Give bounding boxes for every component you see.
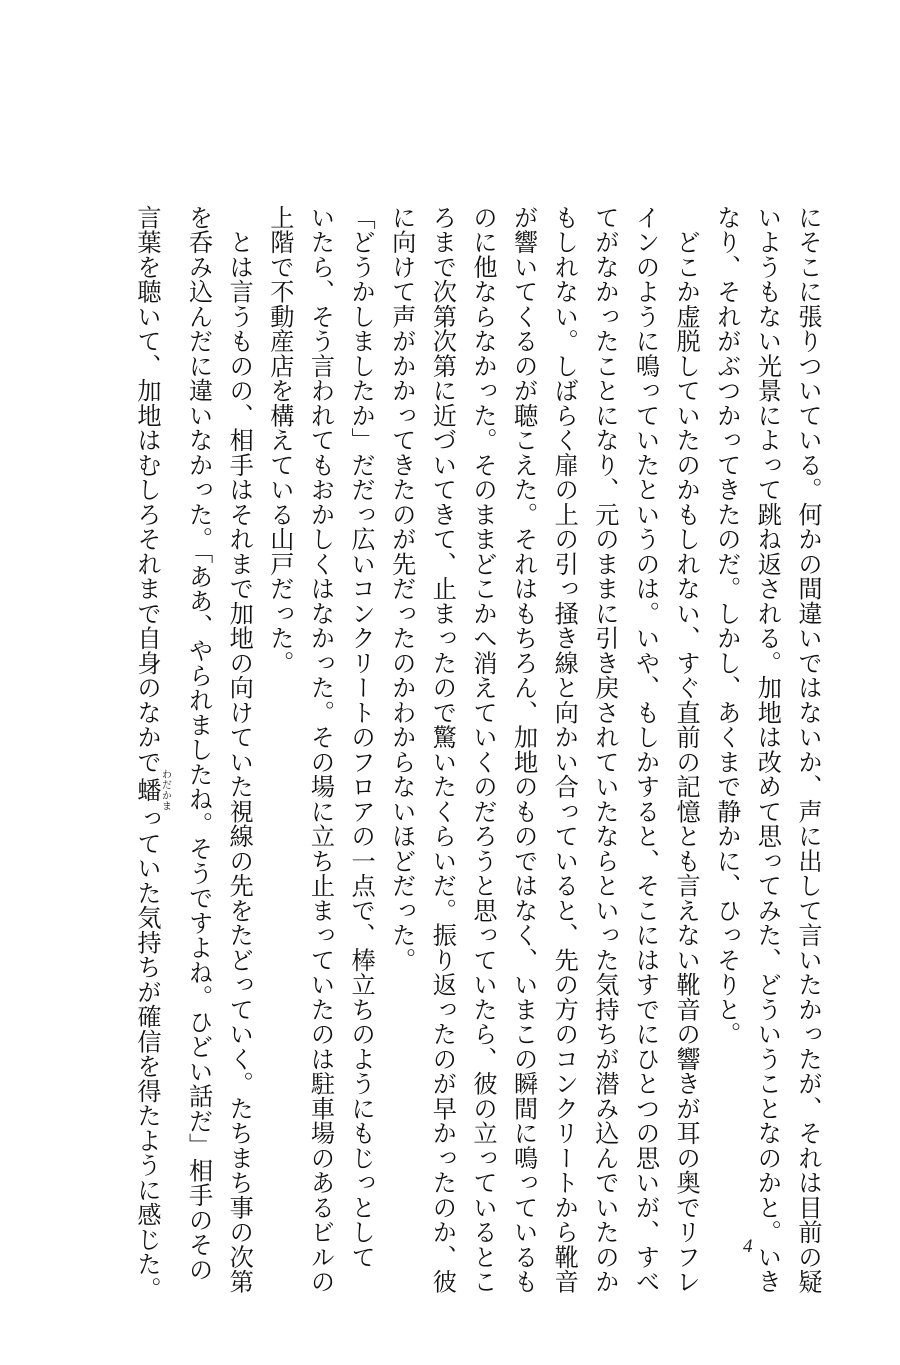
text-line-3: なり、それがぶつかってきたのだ。しかし、あくまで静かに、ひっそりと。 <box>712 205 741 1047</box>
text-line-15: とは言うものの、相手はそれまで加地の向けていた視線の先をたどっていく。たちまち事の次第 <box>225 205 254 1294</box>
ruby-reading: わだかま <box>159 769 171 812</box>
text-line-13: いたら、そう言われてもおかしくはなかった。その場に立ち止まっていたのは駐車場のあるビルの <box>306 205 335 1294</box>
text-line-12: 「どうかしましたか」だだっ広いコンクリートのフロアの一点で、棒立ちのようにもじっとして <box>347 205 376 1270</box>
page-number: 4 <box>743 1236 753 1257</box>
text-line-16: を呑み込んだに違いなかった。「ああ、やられましたね。そうですよね。ひどい話だ」相手のその <box>184 205 213 1282</box>
text-line-17: 言葉を聴いて、加地はむしろそれまで自身のなかで蟠わだかまっていた気持ちが確信を得たように感じた。 <box>133 205 171 1302</box>
text-line-4: どこか虚脱していたのかもしれない、すぐ直前の記憶とも言えない靴音の響きが耳の奥でリフレ <box>672 205 701 1294</box>
ruby-annotation: 蟠わだかま <box>133 769 171 812</box>
text-line-14: 上階で不動産店を構えている山戸だった。 <box>265 205 294 676</box>
vertical-text-block <box>133 205 822 1302</box>
text-line-6: てがなかったことになり、元のままに引き戻されていたならといった気持ちが潜み込んでいたのか <box>590 205 619 1294</box>
text-line-8: が響いてくるのが聴こえた。それはもちろん、加地のものではなく、いまこの瞬間に鳴っているも <box>509 205 538 1294</box>
text-line-1: にそこに張りついている。何かの間違いではないか、声に出して言いたかったが、それは目前の疑 <box>794 205 822 1294</box>
text-line-10: ろまで次第次第に近づいてきて、止まったので驚いたくらいだ。振り返ったのが早かったのか、彼 <box>428 205 457 1294</box>
text-line-2: いようもない光景によって跳ね返される。加地は改めて思ってみた、どういうことなのかと。いき <box>753 205 782 1294</box>
text-line-9: のに他ならなかった。そのままどこかへ消えていくのだろうと思っていたら、彼の立っているとこ <box>469 205 497 1294</box>
text-line-7: もしれない。しばらく扉の上の引っ掻き線と向かい合っていると、先の方のコンクリートから靴音 <box>550 205 579 1294</box>
text-line-5: インのように鳴っていたというのは。いや、もしかすると、そこにはすでにひとつの思いが、すべ <box>631 205 660 1294</box>
text-line-11: に向けて声がかかってきたのが先だったのかわからないほどだった。 <box>387 205 416 973</box>
